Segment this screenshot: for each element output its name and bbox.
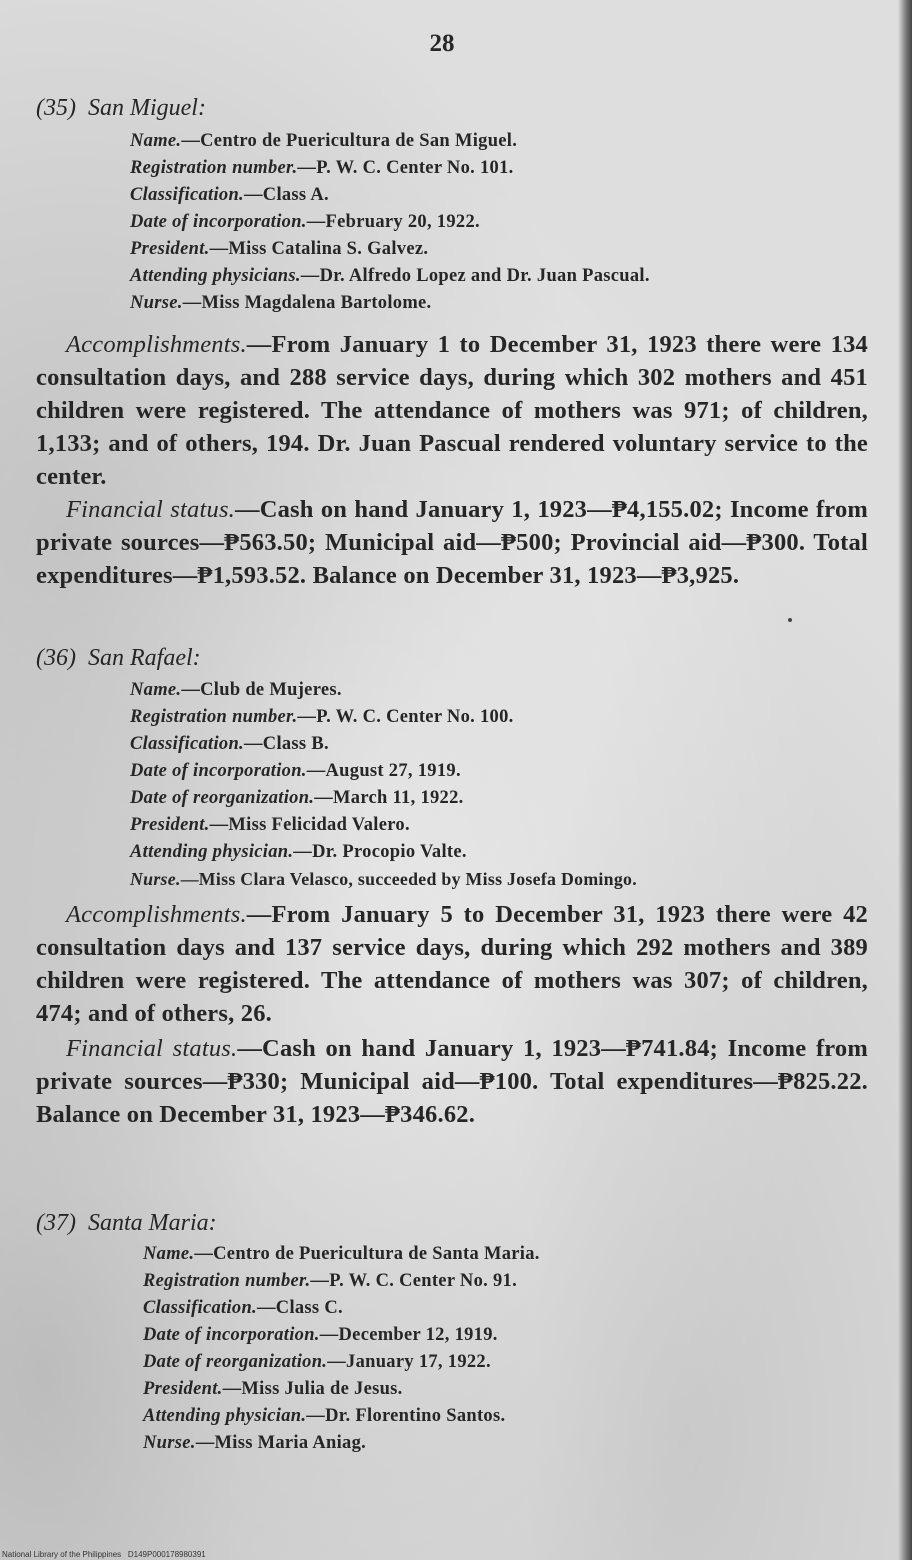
field-date-of-reorganization: Date of reorganization.—March 11, 1922. xyxy=(130,788,464,808)
field-date-of-incorporation: Date of incorporation.—February 20, 1922. xyxy=(130,212,480,232)
field-president: President.—Miss Felicidad Valero. xyxy=(130,815,410,835)
field-list xyxy=(143,1241,540,1457)
field-list xyxy=(130,128,650,317)
field-registration-number: Registration number.—P. W. C. Center No. 91. xyxy=(143,1271,518,1291)
section-number: (36) xyxy=(36,645,76,671)
field-list xyxy=(130,677,637,893)
field-nurse: Nurse.—Miss Maria Aniag. xyxy=(143,1433,367,1453)
field-president: President.—Miss Julia de Jesus. xyxy=(143,1379,403,1399)
field-nurse: Nurse.—Miss Clara Velasco, succeeded by Miss Josefa Domingo. xyxy=(130,869,637,889)
scan-code: D149P000178980391 xyxy=(127,1550,206,1559)
field-registration-number: Registration number.—P. W. C. Center No. 100. xyxy=(130,707,514,727)
accomplishments-paragraph: Accomplishments.—From January 5 to December 31, 1923 there were 42 consultation days and 137 service days, during which 292 mothers and 389 children were registered. The attendance of mothers was 307; of children, 474; and of others, 26. Financial status.—Cash on hand January 1, 1923—₱741.84; Income from private sources—₱330; Municipal aid—₱100. Total expenditures—₱825.22. Balance on December 31, 1923—₱346.62. xyxy=(36,901,868,1128)
section-title: San Miguel: xyxy=(87,95,206,121)
section-number: (35) xyxy=(36,95,76,121)
page-edge-shadow xyxy=(898,0,912,1560)
ink-speck xyxy=(788,618,792,622)
field-classification: Classification.—Class A. xyxy=(130,185,329,205)
field-name: Name.—Centro de Puericultura de San Miguel. xyxy=(130,131,518,151)
field-name: Name.—Centro de Puericultura de Santa Maria. xyxy=(143,1244,540,1264)
section-heading xyxy=(36,1210,217,1237)
section-title: San Rafael: xyxy=(87,645,201,671)
field-registration-number: Registration number.—P. W. C. Center No. 101. xyxy=(130,158,514,178)
library-credit: National Library of the Philippines xyxy=(2,1550,122,1559)
section-title: Santa Maria: xyxy=(87,1210,217,1236)
page-number: 28 xyxy=(429,30,455,57)
field-name: Name.—Club de Mujeres. xyxy=(130,680,342,700)
field-classification: Classification.—Class B. xyxy=(130,734,329,754)
field-attending-physician: Attending physician.—Dr. Florentino Santos. xyxy=(143,1406,506,1426)
scan-footer xyxy=(2,1550,206,1559)
field-date-of-reorganization: Date of reorganization.—January 17, 1922. xyxy=(143,1352,491,1372)
section-heading xyxy=(36,95,206,122)
field-attending-physician: Attending physician.—Dr. Procopio Valte. xyxy=(130,842,467,862)
section-heading xyxy=(36,645,201,672)
field-date-of-incorporation: Date of incorporation.—August 27, 1919. xyxy=(130,761,461,781)
field-nurse: Nurse.—Miss Magdalena Bartolome. xyxy=(130,293,432,313)
accomplishments-paragraph: Accomplishments.—From January 1 to December 31, 1923 there were 134 consultation days, and 288 service days, during which 302 mothers and 451 children were registered. The attendance of mothers was 971; of children, 1,133; and of others, 194. Dr. Juan Pascual rendered voluntary service to the center. Financial status.—Cash on hand January 1, 1923—₱4,155.02; Income from private sources—₱563.50; Municipal aid—₱500; Provincial aid—₱300. Total expenditures—₱1,593.52. Balance on December 31, 1923—₱3,925. xyxy=(36,331,869,589)
field-classification: Classification.—Class C. xyxy=(143,1298,343,1318)
field-attending-physicians: Attending physicians.—Dr. Alfredo Lopez and Dr. Juan Pascual. xyxy=(130,266,650,286)
field-president: President.—Miss Catalina S. Galvez. xyxy=(130,239,429,259)
section-number: (37) xyxy=(36,1210,76,1236)
field-date-of-incorporation: Date of incorporation.—December 12, 1919. xyxy=(143,1325,498,1345)
